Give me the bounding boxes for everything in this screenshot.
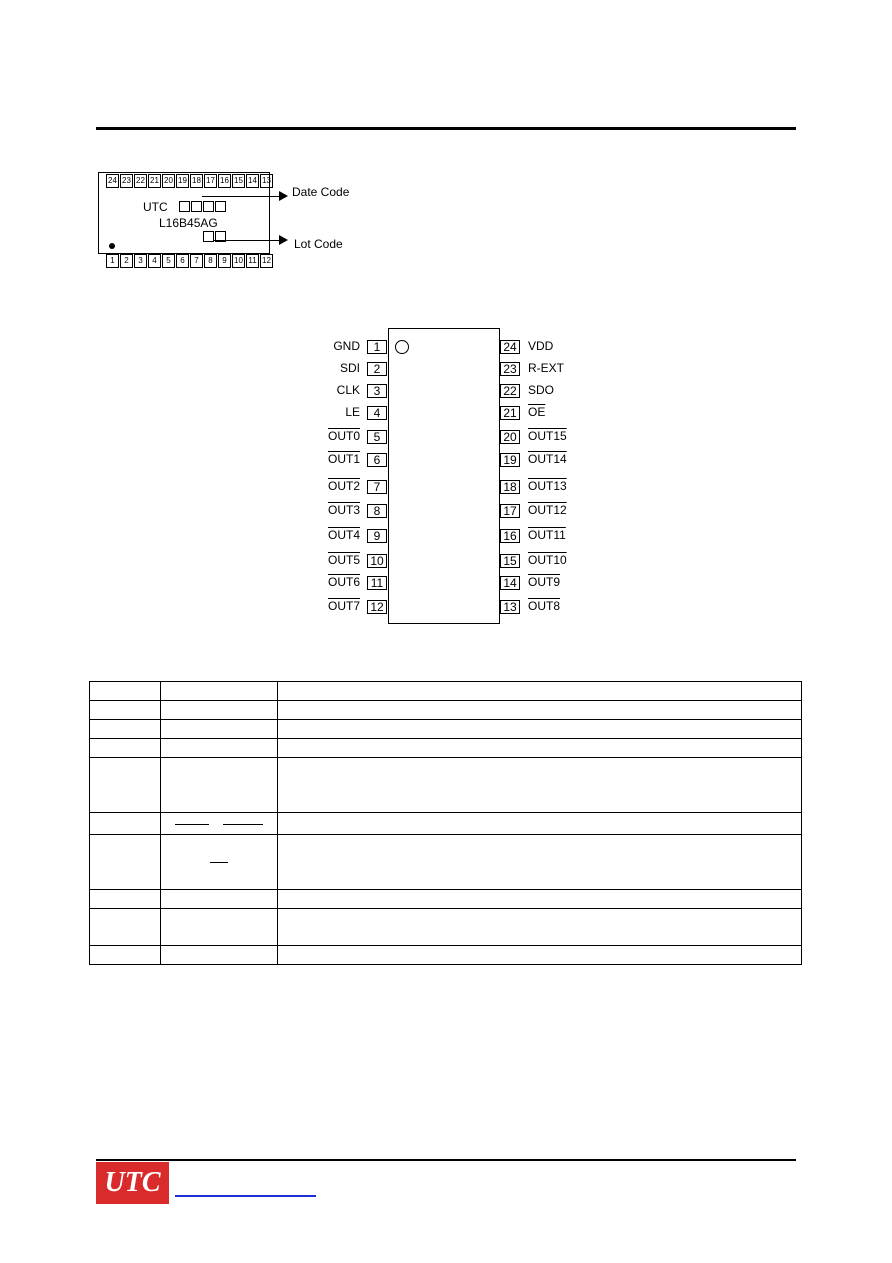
marking-pin: 23 xyxy=(120,174,133,188)
pin-number: 24 xyxy=(500,340,520,354)
pin-number: 2 xyxy=(367,362,387,376)
pin-number: 11 xyxy=(367,576,387,590)
marking-pin: 11 xyxy=(246,254,259,268)
pin-label: $\overline{OE}$ xyxy=(528,405,546,419)
pin-number: 21 xyxy=(500,406,520,420)
date-code-label: Date Code xyxy=(292,185,350,199)
pin-label: OUT1 xyxy=(327,452,360,466)
table-row xyxy=(90,701,802,720)
pin-number: 18 xyxy=(500,480,520,494)
pin-label: OUT12 xyxy=(528,503,567,517)
marking-pin: 4 xyxy=(148,254,161,268)
pin-number: 8 xyxy=(367,504,387,518)
ic-package xyxy=(388,328,500,624)
pin-number: 5 xyxy=(367,430,387,444)
pin-number: 1 xyxy=(367,340,387,354)
table-row xyxy=(90,682,802,701)
footer-rule xyxy=(96,1159,796,1161)
website-link-underline[interactable] xyxy=(175,1195,316,1197)
pin-label: OUT11 xyxy=(528,528,566,542)
pin-number: 14 xyxy=(500,576,520,590)
marking-pin: 24 xyxy=(106,174,119,188)
pin-number: 4 xyxy=(367,406,387,420)
overline-mark xyxy=(223,824,263,825)
pin-number: 10 xyxy=(367,554,387,568)
marking-pin: 3 xyxy=(134,254,147,268)
date-code-boxes xyxy=(179,199,227,213)
pin-label: OUT0 xyxy=(327,429,360,443)
pin-label: OUT8 xyxy=(528,599,561,613)
pin-label: OUT15 xyxy=(528,429,567,443)
header-rule xyxy=(96,127,796,130)
pin-description-table xyxy=(89,681,802,965)
marking-pin: 6 xyxy=(176,254,189,268)
marking-pin: 16 xyxy=(218,174,231,188)
marking-pin: 7 xyxy=(190,254,203,268)
pin-label: OUT9 xyxy=(528,575,561,589)
table-row xyxy=(90,758,802,813)
marking-pin: 2 xyxy=(120,254,133,268)
date-code-arrow xyxy=(279,191,288,201)
pin-label: LE xyxy=(345,405,360,419)
pin-label: OUT7 xyxy=(327,599,360,613)
table-row xyxy=(90,946,802,965)
marking-pin: 21 xyxy=(148,174,161,188)
pin-number: 20 xyxy=(500,430,520,444)
pin-label: CLK xyxy=(336,383,360,397)
marking-pin: 19 xyxy=(176,174,189,188)
lot-code-arrow xyxy=(279,235,288,245)
pin-label: OUT2 xyxy=(327,479,360,493)
marking-pin: 14 xyxy=(246,174,259,188)
pin-label: OUT6 xyxy=(327,575,360,589)
pin-label: SDI xyxy=(339,361,360,375)
pin-number: 23 xyxy=(500,362,520,376)
pin-number: 17 xyxy=(500,504,520,518)
marking-package xyxy=(98,172,270,254)
pin-number: 15 xyxy=(500,554,520,568)
marking-pin: 9 xyxy=(218,254,231,268)
pin-number: 3 xyxy=(367,384,387,398)
marking-pin: 10 xyxy=(232,254,245,268)
table-row xyxy=(90,890,802,909)
marking-bottom-pins xyxy=(106,254,273,268)
overline-mark xyxy=(210,862,228,863)
pin-number: 16 xyxy=(500,529,520,543)
pin-label: OUT3 xyxy=(327,503,360,517)
table-row xyxy=(90,739,802,758)
marking-line-utc: UTC xyxy=(143,200,168,214)
marking-pin: 20 xyxy=(162,174,175,188)
pin-label: SDO xyxy=(528,383,555,397)
pin1-dot xyxy=(109,243,115,249)
marking-pin: 18 xyxy=(190,174,203,188)
marking-pin: 15 xyxy=(232,174,245,188)
pin-label: R-EXT xyxy=(528,361,564,375)
pin-number: 22 xyxy=(500,384,520,398)
table-row xyxy=(90,813,802,835)
pin-number: 7 xyxy=(367,480,387,494)
pin-label: GND xyxy=(333,339,360,353)
marking-line-part: L16B45AG xyxy=(159,216,218,230)
pin-number: 12 xyxy=(367,600,387,614)
marking-pin: 12 xyxy=(260,254,273,268)
pin-label: OUT4 xyxy=(327,528,360,542)
pin-number: 9 xyxy=(367,529,387,543)
table-row xyxy=(90,909,802,946)
marking-pin: 8 xyxy=(204,254,217,268)
table-row xyxy=(90,835,802,890)
pin-number: 6 xyxy=(367,453,387,467)
pin-label: VDD xyxy=(528,339,554,353)
marking-pin: 1 xyxy=(106,254,119,268)
pin1-indicator xyxy=(395,340,409,354)
pin-label: OUT5 xyxy=(327,553,360,567)
pin-label: OUT14 xyxy=(528,452,567,466)
marking-pin: 17 xyxy=(204,174,217,188)
pin-number: 13 xyxy=(500,600,520,614)
table-row xyxy=(90,720,802,739)
overline-mark xyxy=(175,824,209,825)
marking-pin: 22 xyxy=(134,174,147,188)
utc-logo: UTC xyxy=(96,1162,169,1204)
marking-pin: 5 xyxy=(162,254,175,268)
pin-label: OUT10 xyxy=(528,553,567,567)
marking-pin: 13 xyxy=(260,174,273,188)
pin-number: 19 xyxy=(500,453,520,467)
pin-label: OUT13 xyxy=(528,479,567,493)
lot-code-label: Lot Code xyxy=(294,237,343,251)
